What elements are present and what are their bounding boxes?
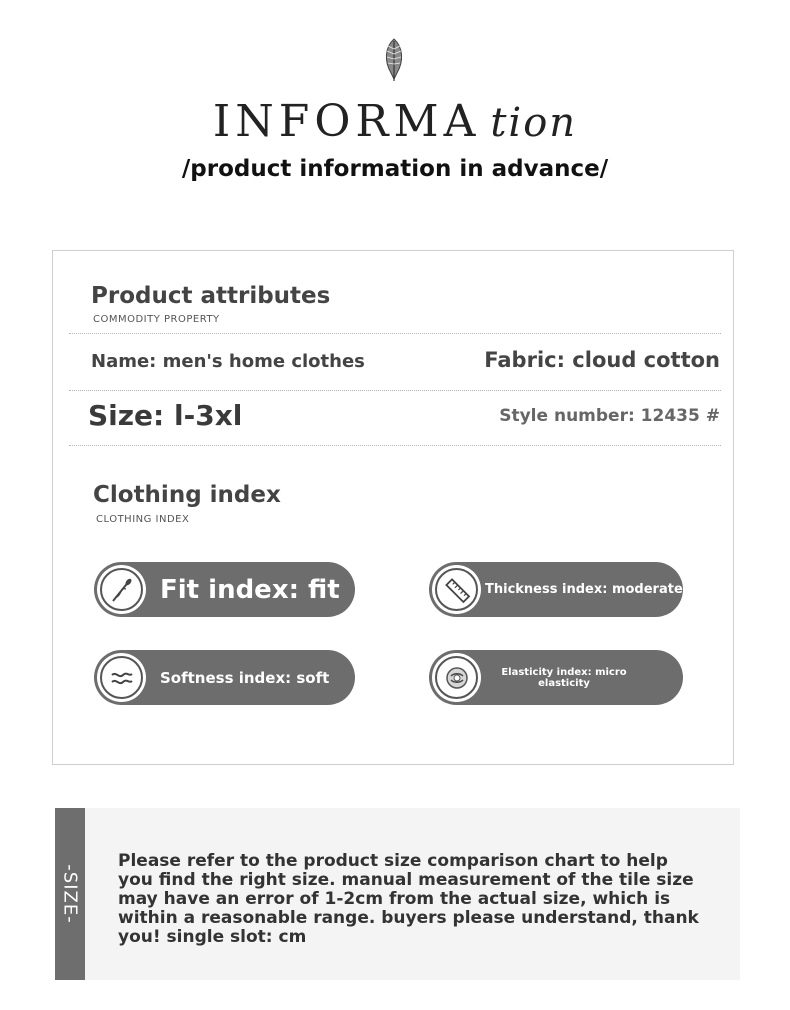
divider xyxy=(69,445,721,446)
thickness-index-pill xyxy=(429,562,683,617)
page-subtitle: /product information in advance/ xyxy=(181,156,609,182)
fit-index-label: Fit index: fit xyxy=(160,574,340,605)
product-fabric: Fabric: cloud cotton xyxy=(484,348,720,372)
thickness-index-label: Thickness index: moderate xyxy=(485,582,683,597)
size-note-panel xyxy=(55,808,740,980)
clothing-index-title: Clothing index xyxy=(93,482,281,508)
needle-icon xyxy=(107,575,137,605)
product-name: Name: men's home clothes xyxy=(91,351,365,372)
elasticity-index-label: Elasticity index: micro elasticity xyxy=(501,666,627,689)
divider xyxy=(69,390,721,391)
product-style-number: Style number: 12435 # xyxy=(499,406,720,426)
size-tag: -SIZE- xyxy=(59,864,81,924)
clothing-index-subtitle: CLOTHING INDEX xyxy=(96,514,190,525)
product-attributes-subtitle: COMMODITY PROPERTY xyxy=(93,314,220,325)
size-note-text: Please refer to the product size comparison chart to help you find the right size. manual measurement of the tile size may have an error of 1-2cm from the actual size, which is within a reasonable range. buyers please understand, thank you! single slot: cm xyxy=(118,851,699,947)
feather-icon xyxy=(381,37,407,81)
title-italic: tion xyxy=(490,100,578,146)
product-info-card xyxy=(52,250,734,765)
size-side-bar xyxy=(55,808,85,980)
wave-icon xyxy=(107,663,137,693)
product-attributes-title: Product attributes xyxy=(91,283,331,309)
ruler-icon xyxy=(442,575,472,605)
divider xyxy=(69,333,721,334)
page-title xyxy=(0,96,790,147)
product-size: Size: l-3xl xyxy=(88,399,243,432)
spring-icon xyxy=(442,663,472,693)
elasticity-index-pill xyxy=(429,650,683,705)
title-caps: INFORMA xyxy=(212,96,481,147)
softness-index-label: Softness index: soft xyxy=(160,668,330,687)
softness-index-pill xyxy=(94,650,355,705)
fit-index-pill xyxy=(94,562,355,617)
